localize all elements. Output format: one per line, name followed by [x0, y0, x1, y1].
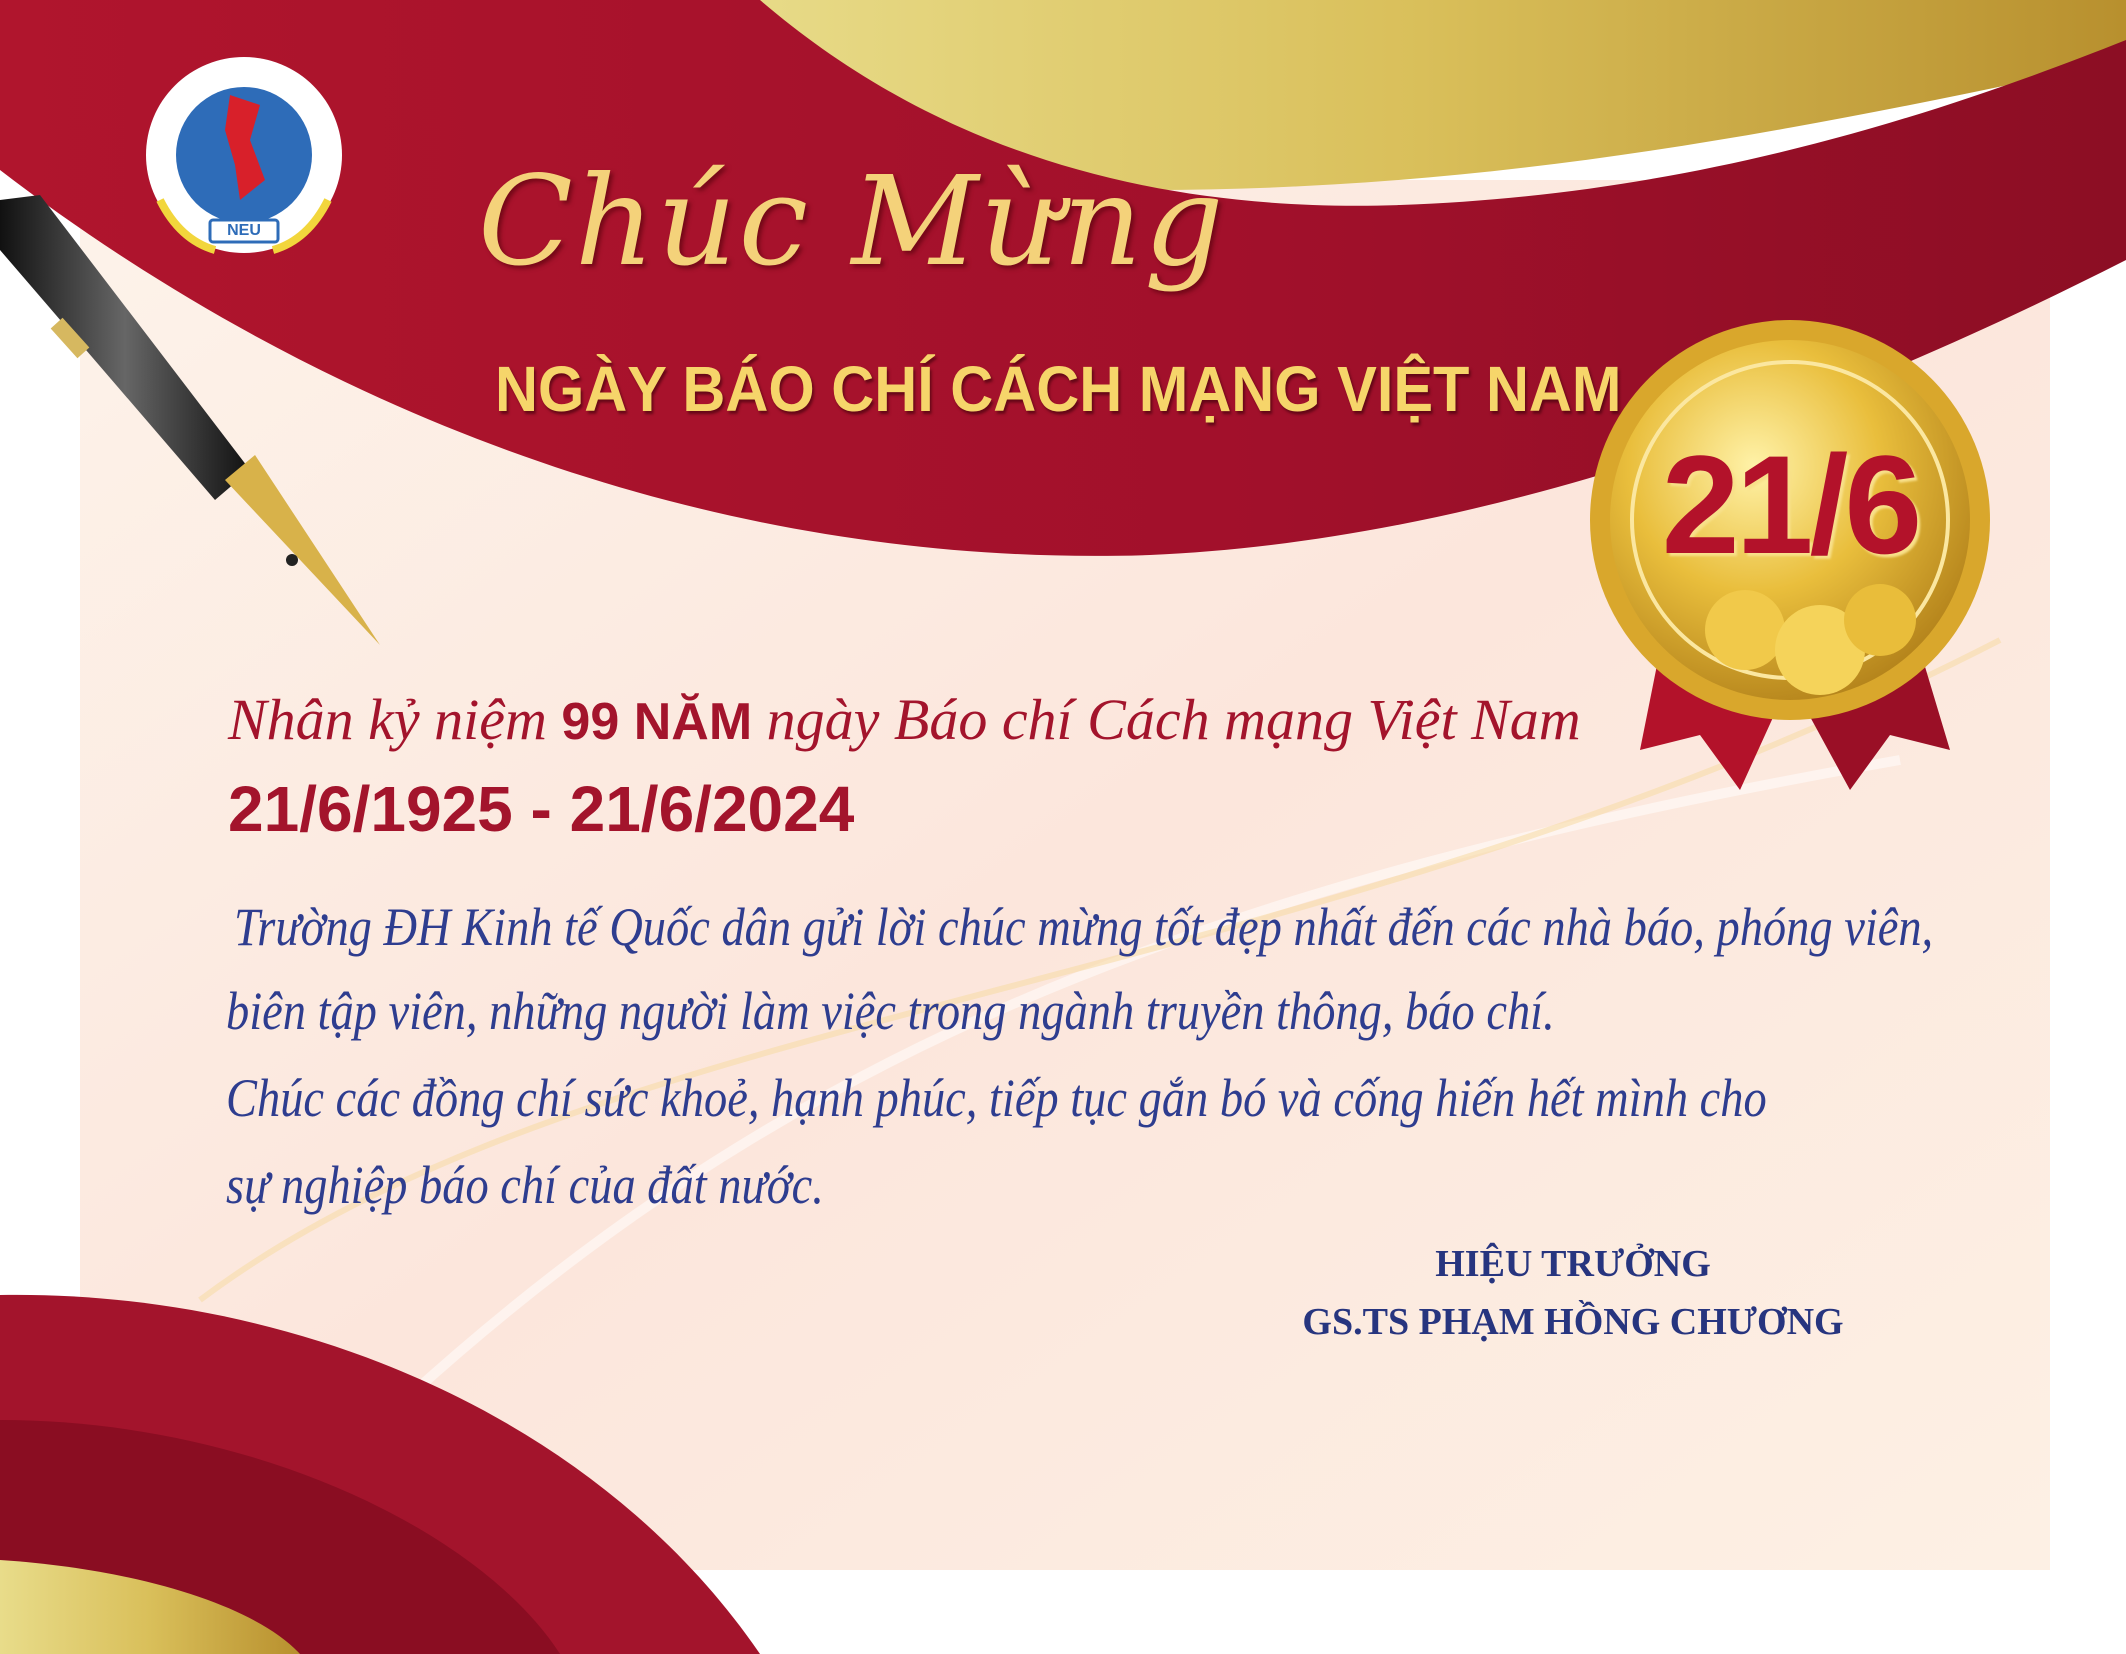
anniversary-highlight: 99 NĂM: [561, 693, 753, 751]
anniversary-prefix: Nhân kỷ niệm: [228, 687, 562, 752]
message-line: Chúc các đồng chí sức khoẻ, hạnh phúc, tiếp tục gắn bó và cống hiến hết mình cho: [226, 1068, 1767, 1128]
neu-logo-text: NEU: [227, 222, 261, 239]
anniversary-suffix: ngày Báo chí Cách mạng Việt Nam: [752, 687, 1581, 752]
message-line: biên tập viên, những người làm việc trong ngành truyền thông, báo chí.: [226, 981, 1555, 1041]
medal-date: 21/6: [1661, 426, 1919, 583]
anniversary-line: [228, 686, 1581, 753]
script-title: Chúc Mừng: [478, 150, 1226, 294]
anniversary-dates: 21/6/1925 - 21/6/2024: [228, 773, 855, 845]
message-line: Trường ĐH Kinh tế Quốc dân gửi lời chúc mừng tốt đẹp nhất đến các nhà báo, phóng viên,: [234, 897, 1934, 957]
signature-title: HIỆU TRƯỞNG: [1435, 1243, 1711, 1285]
headline: NGÀY BÁO CHÍ CÁCH MẠNG VIỆT NAM: [495, 353, 1622, 425]
message-line: sự nghiệp báo chí của đất nước.: [226, 1155, 824, 1215]
signature-name: GS.TS PHẠM HỒNG CHƯƠNG: [1302, 1301, 1844, 1343]
